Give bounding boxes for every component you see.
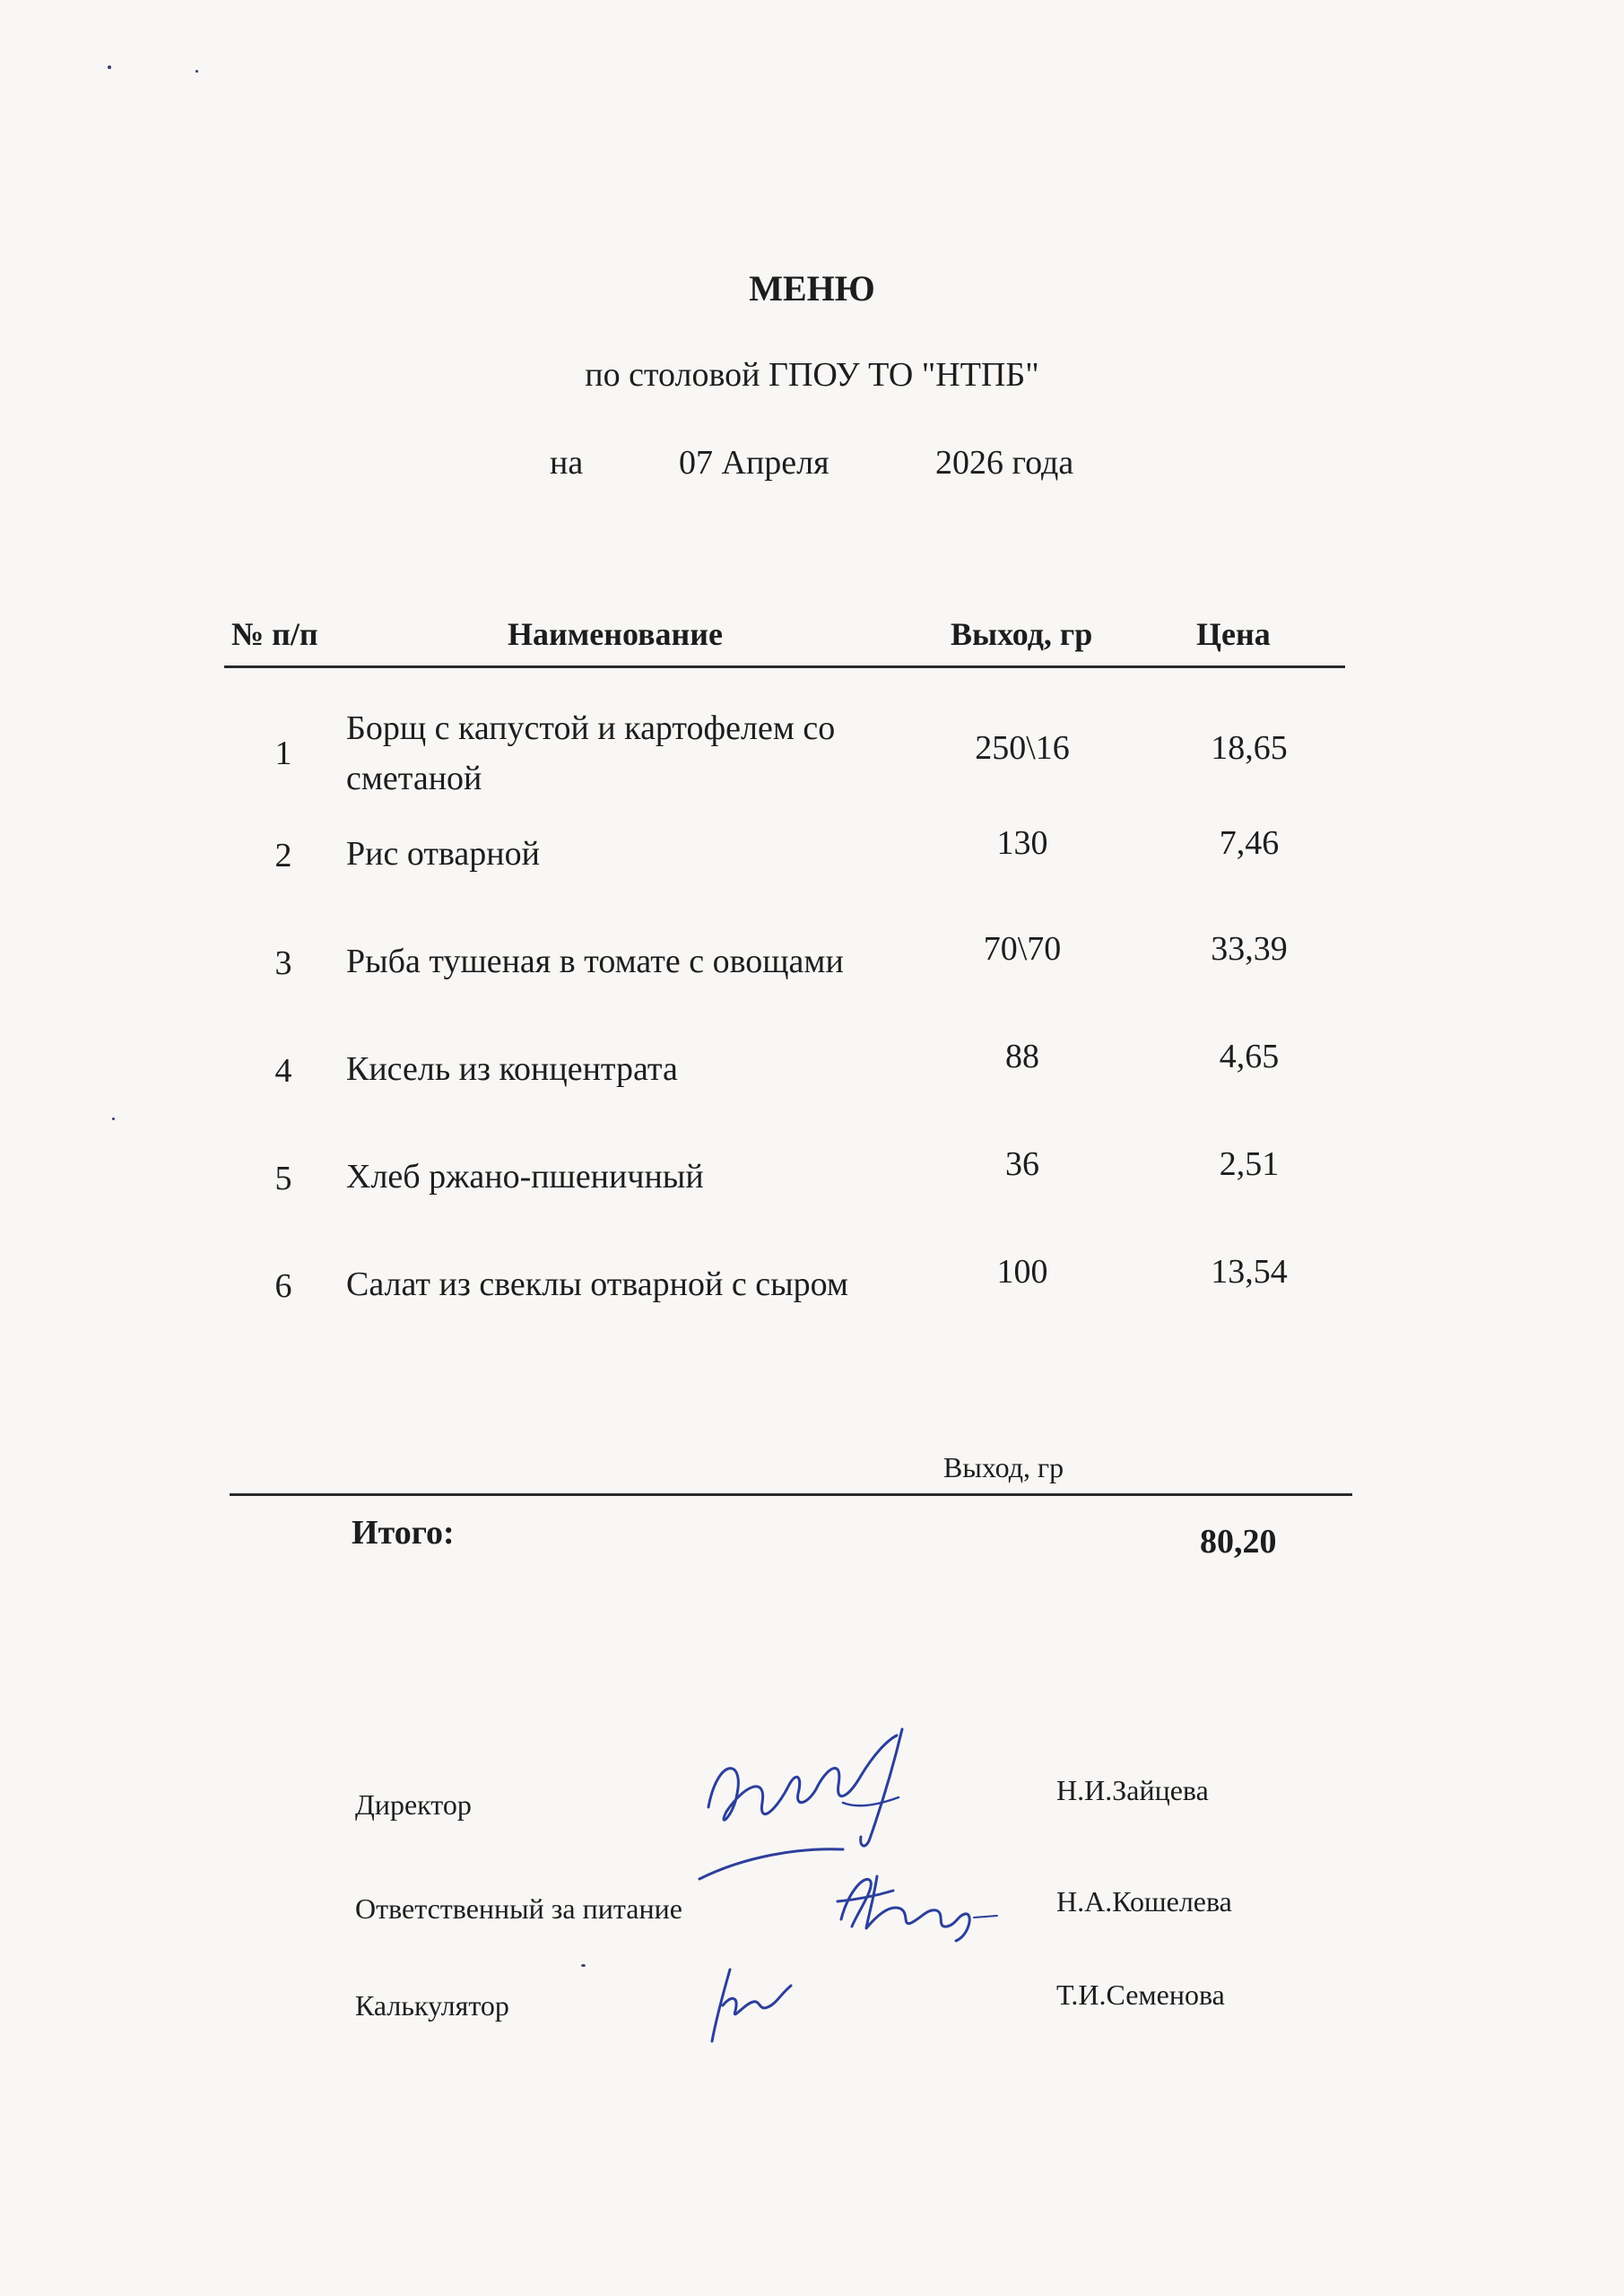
scan-speck bbox=[112, 1118, 115, 1120]
row-2-output: 130 bbox=[996, 824, 1048, 862]
row-4-output: 88 bbox=[1005, 1038, 1039, 1075]
row-4-name: Кисель из концентрата bbox=[346, 1050, 678, 1088]
scan-speck bbox=[581, 1964, 586, 1967]
row-5-name: Хлеб ржано-пшеничный bbox=[346, 1158, 704, 1196]
row-1-number: 1 bbox=[274, 735, 292, 772]
document-title: МЕНЮ bbox=[749, 268, 875, 309]
row-2-name: Рис отварной bbox=[346, 835, 540, 873]
header-name: Наименование bbox=[508, 616, 723, 652]
nutrition-handwritten-signature bbox=[821, 1864, 1001, 1944]
row-1-output: 250\16 bbox=[975, 729, 1070, 767]
row-3-name: Рыба тушеная в томате с овощами bbox=[346, 943, 844, 980]
row-2-price: 7,46 bbox=[1219, 824, 1280, 862]
signature-name-calculator: Т.И.Семенова bbox=[1056, 1979, 1225, 2011]
date-year: 2026 года bbox=[935, 444, 1074, 482]
row-6-number: 6 bbox=[274, 1267, 292, 1305]
row-2-number: 2 bbox=[274, 837, 292, 874]
signature-name-director: Н.И.Зайцева bbox=[1056, 1774, 1209, 1806]
row-5-output: 36 bbox=[1005, 1145, 1039, 1183]
signature-name-nutrition: Н.А.Кошелева bbox=[1056, 1885, 1232, 1918]
scan-speck bbox=[108, 65, 111, 69]
scan-speck bbox=[195, 70, 198, 73]
header-output: Выход, гр bbox=[951, 616, 1093, 652]
total-value: 80,20 bbox=[1200, 1523, 1277, 1561]
row-5-price: 2,51 bbox=[1219, 1145, 1280, 1183]
date-day-month: 07 Апреля bbox=[679, 444, 829, 482]
total-label: Итого: bbox=[352, 1514, 455, 1552]
row-3-price: 33,39 bbox=[1211, 930, 1288, 968]
totals-divider bbox=[230, 1493, 1352, 1496]
row-5-number: 5 bbox=[274, 1160, 292, 1197]
date-prefix: на bbox=[550, 444, 584, 482]
document-subtitle: по столовой ГПОУ ТО "НТПБ" bbox=[585, 356, 1039, 394]
signature-role-calculator: Калькулятор bbox=[355, 1989, 509, 2022]
header-price: Цена bbox=[1196, 616, 1271, 652]
signature-role-director: Директор bbox=[355, 1788, 472, 1821]
row-1-name: Борщ с капустой и картофелем со сметаной bbox=[346, 709, 836, 797]
row-3-output: 70\70 bbox=[983, 930, 1062, 968]
row-6-name: Салат из свеклы отварной с сыром bbox=[346, 1265, 848, 1303]
row-6-output: 100 bbox=[996, 1253, 1048, 1291]
header-number: № п/п bbox=[231, 616, 318, 652]
row-4-number: 4 bbox=[274, 1052, 292, 1090]
signature-role-nutrition: Ответственный за питание bbox=[355, 1892, 682, 1925]
total-output-label: Выход, гр bbox=[943, 1451, 1064, 1483]
row-1-price: 18,65 bbox=[1211, 729, 1288, 767]
row-4-price: 4,65 bbox=[1219, 1038, 1280, 1075]
header-divider bbox=[224, 665, 1345, 668]
row-6-price: 13,54 bbox=[1211, 1253, 1288, 1291]
calculator-handwritten-signature bbox=[705, 1959, 812, 2048]
row-3-number: 3 bbox=[274, 944, 292, 982]
